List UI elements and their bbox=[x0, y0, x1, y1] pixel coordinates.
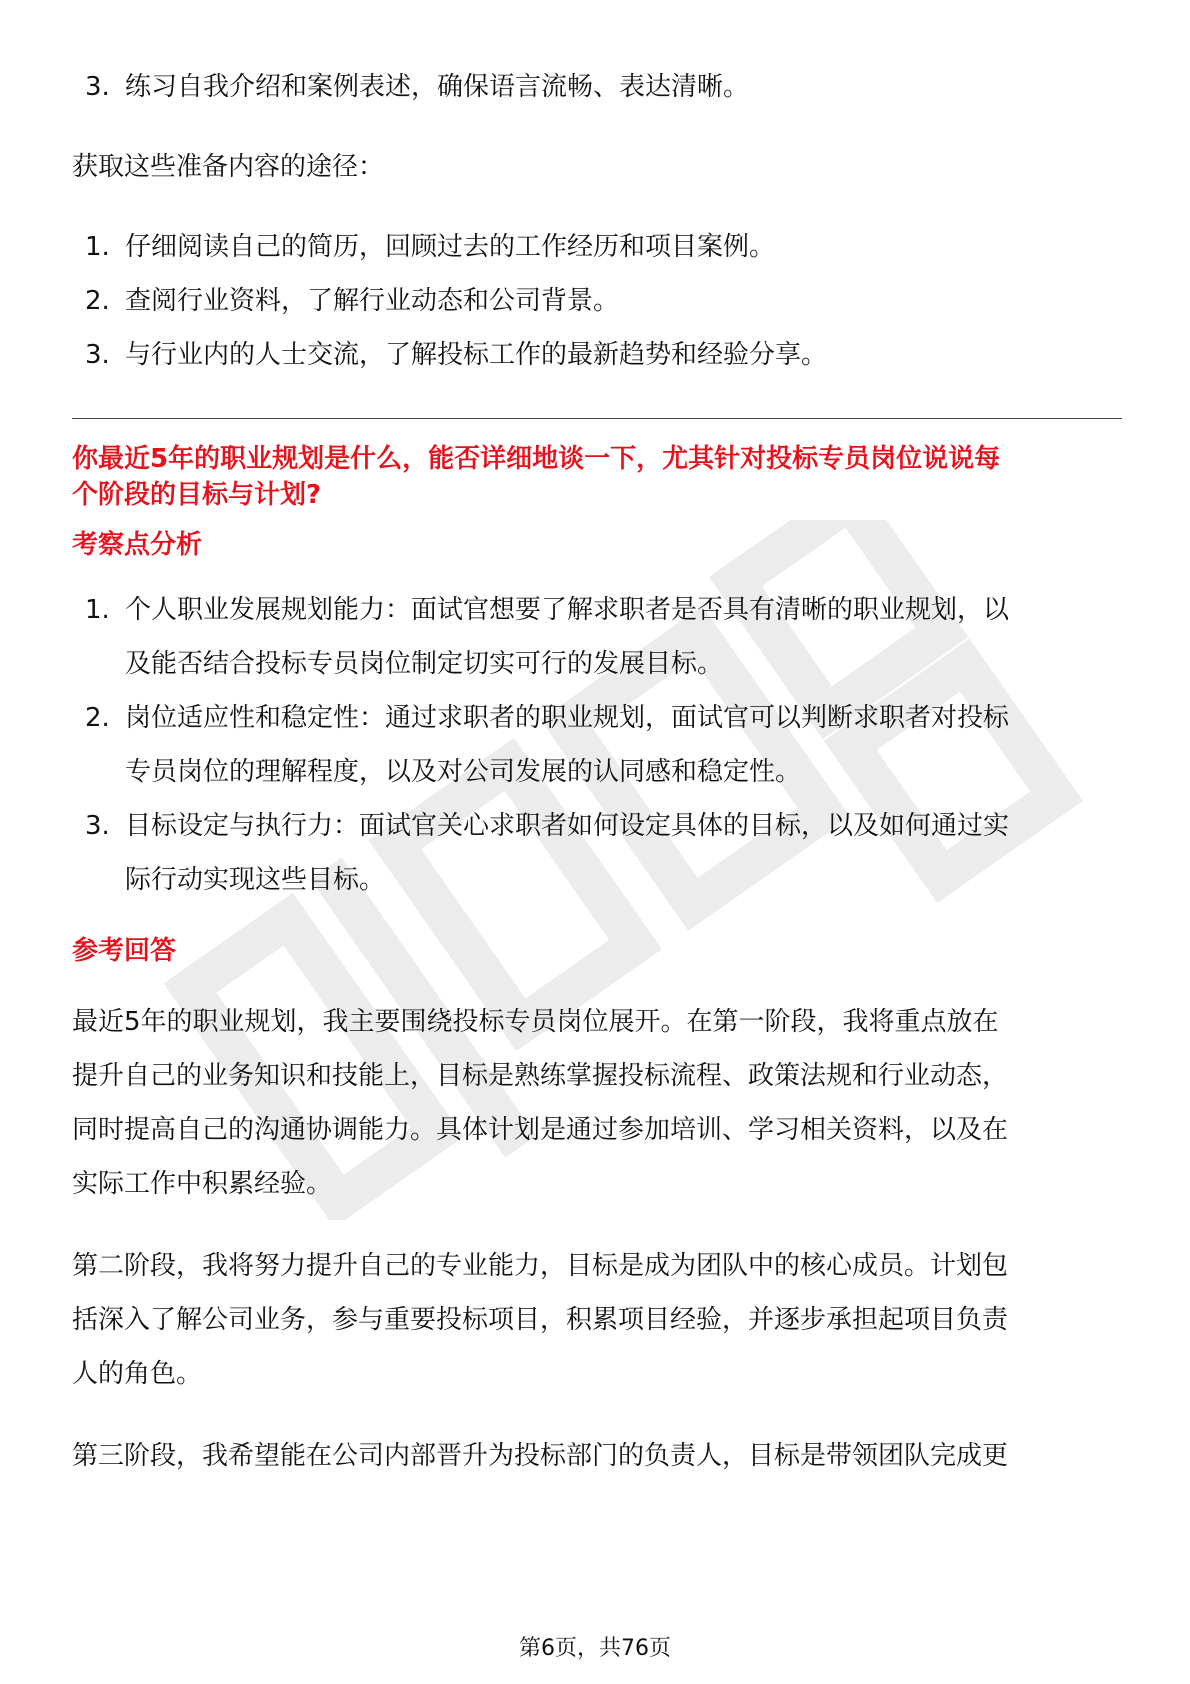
list-number: 1. bbox=[85, 595, 110, 625]
paragraph-line: 括深入了解公司业务，参与重要投标项目，积累项目经验，并逐步承担起项目负责 bbox=[72, 1305, 1009, 1335]
list-item bbox=[72, 274, 1122, 328]
list-item bbox=[72, 799, 1122, 907]
list-text-line: 个人职业发展规划能力：面试官想要了解求职者是否具有清晰的职业规划，以 bbox=[125, 595, 1010, 625]
list-text: 仔细阅读自己的简历，回顾过去的工作经历和项目案例。 bbox=[125, 232, 776, 262]
document-page bbox=[72, 60, 1122, 1483]
list-item bbox=[72, 583, 1122, 691]
answer-paragraph bbox=[72, 1239, 1122, 1401]
list-text: 查阅行业资料，了解行业动态和公司背景。 bbox=[125, 286, 620, 316]
list-number: 3. bbox=[85, 72, 110, 102]
paragraph-line: 提升自己的业务知识和技能上，目标是熟练掌握投标流程、政策法规和行业动态， bbox=[72, 1061, 1009, 1091]
list-text: 练习自我介绍和案例表述，确保语言流畅、表达清晰。 bbox=[125, 72, 750, 102]
answer-heading: 参考回答 bbox=[72, 936, 177, 966]
list-text-line: 岗位适应性和稳定性：通过求职者的职业规划，面试官可以判断求职者对投标 bbox=[125, 703, 1010, 733]
paragraph-line: 同时提高自己的沟通协调能力。具体计划是通过参加培训、学习相关资料，以及在 bbox=[72, 1115, 1009, 1145]
paragraph-line: 实际工作中积累经验。 bbox=[72, 1169, 333, 1199]
list-number: 3. bbox=[85, 811, 110, 841]
paragraph-line: 最近5年的职业规划，我主要围绕投标专员岗位展开。在第一阶段，我将重点放在 bbox=[72, 1007, 999, 1037]
list-item bbox=[72, 220, 1122, 274]
analysis-list bbox=[72, 583, 1122, 907]
list-item bbox=[72, 691, 1122, 799]
list-text-line: 专员岗位的理解程度，以及对公司发展的认同感和稳定性。 bbox=[125, 757, 802, 787]
list-text-line: 目标设定与执行力：面试官关心求职者如何设定具体的目标，以及如何通过实 bbox=[125, 811, 1010, 841]
question-line: 你最近5年的职业规划是什么，能否详细地谈一下，尤其针对投标专员岗位说说每 bbox=[72, 444, 1001, 474]
paragraph-line: 人的角色。 bbox=[72, 1359, 203, 1389]
analysis-heading: 考察点分析 bbox=[72, 530, 203, 560]
list-number: 2. bbox=[85, 703, 110, 733]
answer-paragraph bbox=[72, 1429, 1122, 1483]
list-number: 2. bbox=[85, 286, 110, 316]
answer-paragraph bbox=[72, 995, 1122, 1211]
list-number: 3. bbox=[85, 340, 110, 370]
list-text: 与行业内的人士交流，了解投标工作的最新趋势和经验分享。 bbox=[125, 340, 828, 370]
paragraph-line: 第二阶段，我将努力提升自己的专业能力，目标是成为团队中的核心成员。计划包 bbox=[72, 1251, 1009, 1281]
paragraph-line: 第三阶段，我希望能在公司内部晋升为投标部门的负责人，目标是带领团队完成更 bbox=[72, 1441, 1009, 1471]
list-text-line: 际行动实现这些目标。 bbox=[125, 865, 386, 895]
list-number: 1. bbox=[85, 232, 110, 262]
list-item bbox=[72, 60, 1122, 114]
sources-intro: 获取这些准备内容的途径： bbox=[72, 152, 385, 182]
page-footer: 第6页，共76页 bbox=[519, 1636, 671, 1661]
interview-question bbox=[72, 441, 1122, 513]
list-item bbox=[72, 328, 1122, 382]
question-line: 个阶段的目标与计划? bbox=[72, 480, 322, 510]
section-divider bbox=[72, 418, 1122, 419]
sources-list bbox=[72, 220, 1122, 382]
list-text-line: 及能否结合投标专员岗位制定切实可行的发展目标。 bbox=[125, 649, 724, 679]
